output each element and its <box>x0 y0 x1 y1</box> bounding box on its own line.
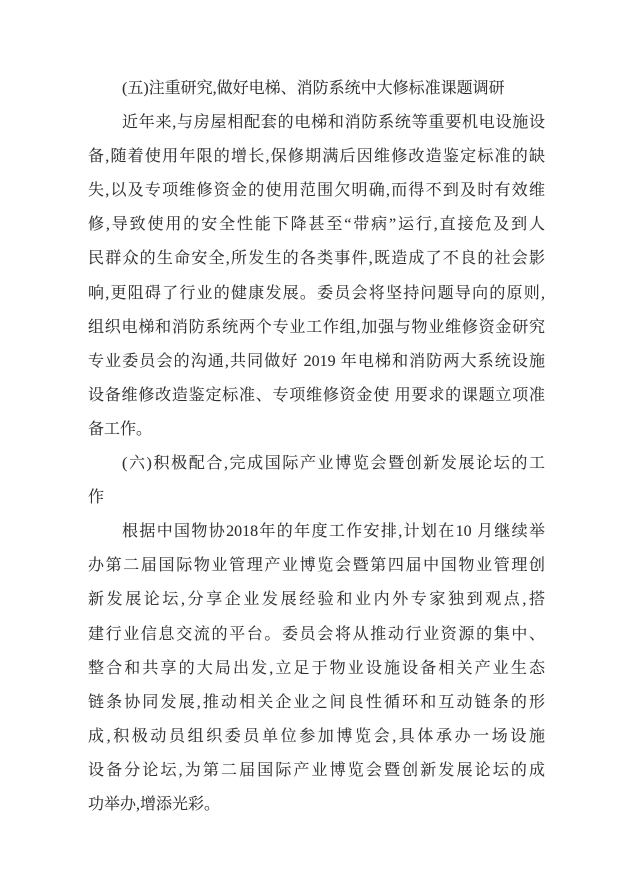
paragraph-line: 成,积极动员组织委员单位参加博览会,具体承办一场设施 <box>88 727 545 745</box>
paragraph-line: 备工作。 <box>88 420 153 438</box>
paragraph-line: 失,以及专项维修资金的使用范围欠明确,而得不到及时有效维 <box>88 182 545 200</box>
section-heading-line: (五)注重研究,做好电梯、消防系统中大修标准课题调研 <box>122 80 505 97</box>
paragraph-line: 整合和共享的大局出发,立足于物业设施设备相关产业生态 <box>88 659 545 677</box>
paragraph-line: 备,随着使用年限的增长,保修期满后因维修改造鉴定标准的缺 <box>88 148 545 166</box>
paragraph-line: 专业委员会的沟通,共同做好 2019 年电梯和消防两大系统设施 <box>88 352 545 370</box>
paragraph-line: 组织电梯和消防系统两个专业工作组,加强与物业维修资金研究 <box>88 318 545 336</box>
paragraph-line: 根据中国物协2018年的年度工作安排,计划在10 月继续举 <box>122 523 545 541</box>
paragraph-line: 修,导致使用的安全性能下降甚至“带病”运行,直接危及到人 <box>88 216 545 234</box>
paragraph-line: 建行业信息交流的平台。委员会将从推动行业资源的集中、 <box>88 625 545 643</box>
paragraph-line: 功举办,增添光彩。 <box>88 795 221 813</box>
section-heading-line: 作 <box>88 489 105 507</box>
paragraph-line: 新发展论坛,分享企业发展经验和业内外专家独到观点,搭 <box>88 591 545 609</box>
paragraph-line: 近年来,与房屋相配套的电梯和消防系统等重要机电设施设 <box>122 114 545 132</box>
paragraph-line: 设备维修改造鉴定标准、专项维修资金使 用要求的课题立项准 <box>88 386 545 404</box>
paragraph-line: 办第二届国际物业管理产业博览会暨第四届中国物业管理创 <box>88 557 545 575</box>
paragraph-line: 响,更阻碍了行业的健康发展。委员会将坚持问题导向的原则, <box>88 284 545 302</box>
paragraph-line: 民群众的生命安全,所发生的各类事件,既造成了不良的社会影 <box>88 250 545 268</box>
section-heading-line: (六)积极配合,完成国际产业博览会暨创新发展论坛的工 <box>122 455 545 473</box>
text-block <box>88 72 545 822</box>
paragraph-line: 链条协同发展,推动相关企业之间良性循环和互动链条的形 <box>88 693 545 711</box>
paragraph-line: 设备分论坛,为第二届国际产业博览会暨创新发展论坛的成 <box>88 761 545 779</box>
